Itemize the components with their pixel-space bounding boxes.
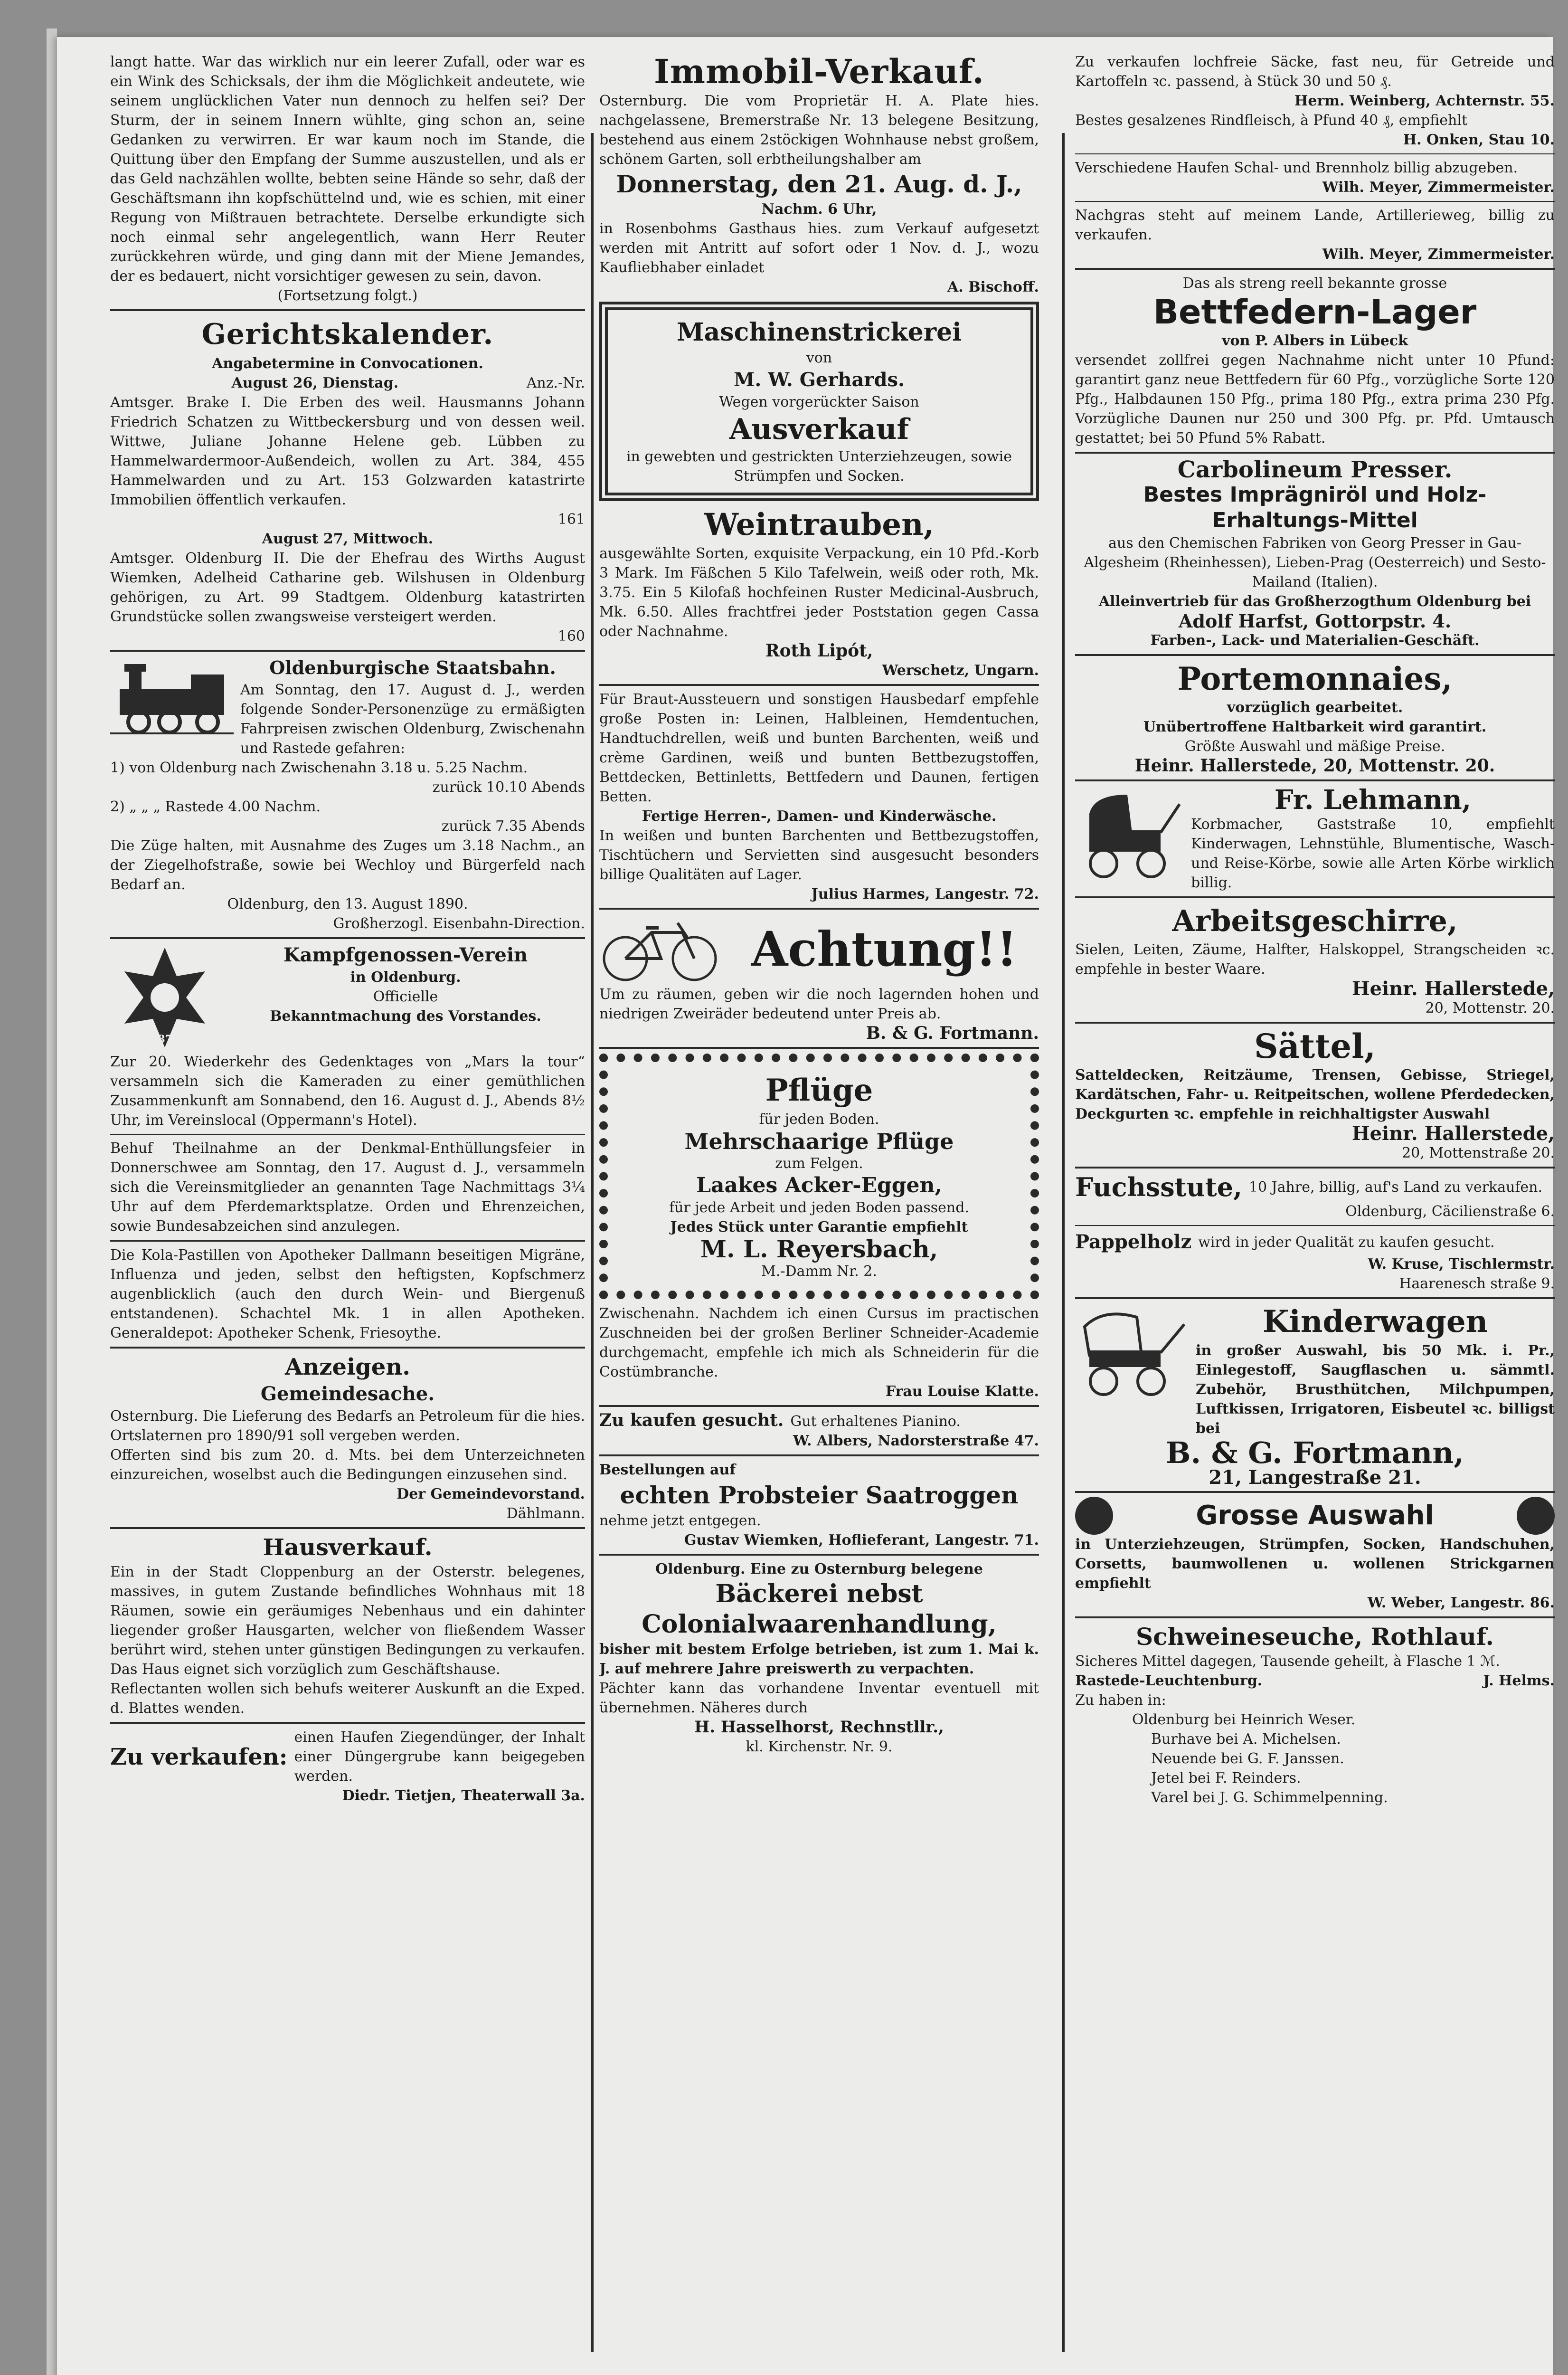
baeckerei-address: kl. Kirchenstr. Nr. 9.	[746, 1738, 893, 1755]
masch-title: Maschinenstrickerei	[677, 318, 962, 347]
pfluege-box	[599, 1054, 1039, 1299]
zu-verkaufen-text: einen Haufen Ziegendünger, der Inhalt einer Düngergrube kann beigegeben werden.	[294, 1729, 585, 1785]
rind-signature: H. Onken, Stau 10.	[1403, 132, 1555, 148]
kinderwagen-signature: B. & G. Fortmann,	[1166, 1435, 1464, 1470]
bahn-route-1: 1) von Oldenburg nach Zwischenahn 3.18 u. 5.25 Nachm.	[110, 760, 528, 776]
aug26-heading: August 26, Dienstag.	[231, 375, 399, 391]
kampf-title: Kampfgenossen-Verein	[283, 944, 528, 966]
kampf-subtitle-2: Officielle	[373, 988, 438, 1005]
braut-text-2: In weißen und bunten Barchenten und Bettbezugstoffen, Tischtüchern und Servietten sind ausgesucht besonders billige Qualitäten auf Lager.	[599, 827, 1039, 883]
immobil-text-2: in Rosenbohms Gasthaus hies. zum Verkauf aufgesetzt werden mit Antritt auf sofort oder 1 Nov. d. J., wozu Kaufliebhaber einladet	[599, 220, 1039, 276]
rind-text: Bestes gesalzenes Rindfleisch, à Pfund 40 ₰, empfiehlt	[1075, 112, 1468, 129]
locomotive-illustration	[110, 656, 234, 736]
page-edge	[47, 28, 57, 2375]
pram-illustration	[1075, 785, 1184, 880]
carbolineum-title: Carbolineum Presser.	[1177, 456, 1453, 483]
round-ornament-right	[1517, 1497, 1555, 1535]
schweineseuche-place: Rastede-Leuchtenburg.	[1075, 1672, 1263, 1689]
pfluege-address: M.-Damm Nr. 2.	[761, 1263, 877, 1280]
aug27-heading: August 27, Mittwoch.	[262, 531, 434, 547]
anzeigen-heading: Anzeigen.	[285, 1354, 410, 1380]
schweineseuche-signature: J. Helms.	[1483, 1672, 1555, 1689]
baeckerei-text: bisher mit bestem Erfolge betrieben, ist zum 1. Mai k. J. auf mehrere Jahre preiswerth zu verpachten.	[599, 1641, 1039, 1677]
baeckerei-title: Bäckerei nebst	[715, 1579, 923, 1608]
schal-text: Verschiedene Haufen Schal- und Brennholz billig abzugeben.	[1075, 160, 1518, 176]
bett-heading: Das als streng reell bekannte grosse	[1182, 275, 1447, 292]
baeckerei-text-2: Pächter kann das vorhandene Inventar eventuell mit übernehmen. Näheres durch	[599, 1680, 1039, 1716]
immobil-signature: A. Bischoff.	[947, 279, 1039, 295]
masch-ausverkauf: Ausverkauf	[729, 413, 909, 446]
saettel-address: 20, Mottenstraße 20.	[1402, 1145, 1555, 1161]
bahn-route-2-return: zurück 7.35 Abends	[441, 818, 585, 835]
pfluege-zum: zum Felgen.	[775, 1155, 863, 1172]
left-column	[110, 52, 585, 2362]
aug26-text: Amtsger. Brake I. Die Erben des weil. Hausmanns Johann Friedrich Schatzen zu Wittbeckersburg und von dessen weil. Wittwe, Juliane Johanne Helene geb. Lübben zu Hammelwardermoor-Außendeich, wollen zu Art. 384, 455 Hammelwarden und zu Art. 153 Golzwarden katastrirte Immobilien öffentlich verkaufen.	[110, 394, 585, 508]
portemonnaies-signature: Heinr. Hallerstede, 20, Mottenstr. 20.	[1134, 756, 1495, 776]
kampf-text: Zur 20. Wiederkehr des Gedenktages von „Mars la tour“ versammeln sich die Kameraden zu einer gemüthlichen Zusammenkunft am Sonnabend, den 16. August d. J., Abends 8½ Uhr, im Vereinslocal (Oppermann's Hotel).	[110, 1054, 585, 1129]
schweineseuche-location-5: Varel bei J. G. Schimmelpenning.	[1151, 1789, 1388, 1806]
kaufen-text: Gut erhaltenes Pianino.	[790, 1413, 961, 1430]
bestellungen-title: echten Probsteier Saatroggen	[620, 1481, 1019, 1509]
saettel-signature: Heinr. Hallerstede,	[1351, 1122, 1555, 1145]
arbeitsgeschirre-text: Sielen, Leiten, Zäume, Halfter, Halskoppel, Strangscheiden ꝛc. empfehle in bester Waare.	[1075, 941, 1555, 978]
bett-text: versendet zollfrei gegen Nachnahme nicht unter 10 Pfund: garantirt ganz neue Bettfedern für 60 Pfg., vorzügliche Sorte 120 Pfg., Halbdaunen 150 Pfg., prima 180 Pfg., extra prima 230 Pfg. Vorzügliche Daunen nur 250 und 300 Pfg. pr. Pfd. Umtausch gestattet; bei 50 Pfund 5% Rabatt.	[1075, 352, 1555, 446]
immobil-title: Immobil-Verkauf.	[654, 52, 984, 91]
fuchsstute-text: 10 Jahre, billig, auf's Land zu verkaufen.	[1248, 1178, 1543, 1196]
bahn-route-1-return: zurück 10.10 Abends	[432, 779, 585, 796]
pfluege-signature: M. L. Reyersbach,	[700, 1235, 938, 1263]
gemeinde-signature: Der Gemeindevorstand.	[397, 1486, 585, 1502]
kola-ad: Die Kola-Pastillen von Apotheker Dallmann beseitigen Migräne, Influenza und jeden, selbst den heftigsten, Kopfschmerz augenblicklich (auch den durch Wein- und Biergenuß entstandenen). Schachtel Mk. 1 in allen Apotheken. Generaldepot: Apotheker Schenk, Friesoythe.	[110, 1247, 585, 1341]
masch-name: M. W. Gerhards.	[734, 369, 905, 391]
lehmann-text: Korbmacher, Gaststraße 10, empfiehlt Kinderwagen, Lehnstühle, Blumentische, Wasch- und Reise-Körbe, sowie alle Arten Körbe wirklich billig.	[1191, 816, 1555, 891]
saettel-text: Satteldecken, Reitzäume, Trensen, Gebisse, Striegel, Kardätschen, Fahr- u. Reitpeitschen, wollene Pferdedecken, Deckgurten ꝛc. empfehle in reichhaltigster Auswahl	[1075, 1067, 1555, 1122]
portemonnaies-subtitle: vorzüglich gearbeitet.	[1227, 699, 1403, 716]
schweineseuche-location-1: Oldenburg bei Heinrich Weser.	[1132, 1711, 1356, 1728]
bestellungen-heading: Bestellungen auf	[599, 1462, 736, 1478]
hausverkauf-text: Ein in der Stadt Cloppenburg an der Osterstr. belegenes, massives, in gutem Zustande befindliches Wohnhaus mit 18 Räumen, sowie ein geräumiges Nebenhaus und ein dahinter liegender großer Hausgarten, welcher von fließendem Wasser berührt wird, stehen unter günstigen Bedingungen zu verkaufen. Das Haus eignet sich vorzüglich zum Geschäftshause.	[110, 1564, 585, 1678]
weintrauben-title: Weintrauben,	[704, 507, 934, 542]
nachgras-signature: Wilh. Meyer, Zimmermeister.	[1322, 246, 1555, 263]
grosse-auswahl-text: in Unterziehzeugen, Strümpfen, Socken, Handschuhen, Corsetts, baumwollenen u. wollenen Strickgarnen empfiehlt	[1075, 1536, 1555, 1592]
carbolineum-text: aus den Chemischen Fabriken von Georg Presser in Gau-Algesheim (Rheinhessen), Lieben-Prag (Oesterreich) und Sesto-Mailand (Italien).	[1084, 535, 1546, 590]
baeckerei-heading: Oldenburg. Eine zu Osternburg belegene	[655, 1561, 983, 1577]
arbeitsgeschirre-title: Arbeitsgeschirre,	[1172, 903, 1458, 938]
kampf-text-2: Behuf Theilnahme an der Denkmal-Enthüllungsfeier in Donnerschwee am Sonntag, den 17. August d. J., versammeln sich die Vereinsmitglieder an genannten Tage Nachmittags 3¼ Uhr auf dem Pferdemarktsplatze. Orden und Ehrenzeichen, sowie Bundesabzeichen sind anzulegen.	[110, 1140, 585, 1235]
story-text: langt hatte. War das wirklich nur ein leerer Zufall, oder war es ein Wink des Schicksals, der ihm die Möglichkeit andeutete, wie seinem unglücklichen Vater nun dennoch zu helfen sei? Der Sturm, der in seinem Innern wühlte, ging schon an, seine Gedanken zu verwirren. Er war kaum noch im Stande, die Quittung über den Empfang der Summe auszustellen, und als er das Geld nachzählen wollte, bebten seine Hände so sehr, daß der Geschäftsmann ihn kopfschüttelnd und, wie es schien, mit einer Regung von Mißtrauen betrachtete. Derselbe erkundigte sich noch einmal sehr angelegentlich, wann Herr Reuter zurückkehren würde, und ging dann mit der Miene Jemandes, der es bedauert, nicht vorsichtiger gewesen zu sein, davon.	[110, 54, 585, 285]
carbolineum-shop: Farben-, Lack- und Materialien-Geschäft.	[1150, 632, 1480, 649]
pfluege-title: Pflüge	[765, 1073, 873, 1108]
emblem-year: 1870	[151, 1033, 180, 1045]
braut-signature: Julius Harmes, Langestr. 72.	[811, 886, 1039, 902]
anz-nr-label: Anz.-Nr.	[526, 375, 585, 391]
hausverkauf-title: Hausverkauf.	[263, 1534, 433, 1561]
portemonnaies-title: Portemonnaies,	[1177, 660, 1453, 697]
zu-verkaufen-signature: Diedr. Tietjen, Theaterwall 3a.	[342, 1787, 585, 1804]
gemeinde-title: Gemeindesache.	[260, 1383, 435, 1405]
gericht-subtitle: Angabetermine in Convocationen.	[212, 355, 483, 372]
bahn-date: Oldenburg, den 13. August 1890.	[227, 896, 468, 912]
grosse-auswahl-signature: W. Weber, Langestr. 86.	[1367, 1595, 1555, 1611]
weintrauben-text: ausgewählte Sorten, exquisite Verpackung, ein 10 Pfd.-Korb 3 Mark. Im Fäßchen 5 Kilo Tafelwein, weiß oder roth, Mk. 3.75. Ein 5 Kilofaß hochfeinen Ruster Medicinal-Ausbruch, Mk. 6.50. Alles frachtfrei jeder Poststation gegen Cassa oder Nachnahme.	[599, 545, 1039, 640]
arbeitsgeschirre-address: 20, Mottenstr. 20.	[1425, 1000, 1555, 1016]
bett-title: Bettfedern-Lager	[1153, 293, 1477, 332]
kaufen-signature: W. Albers, Nadorsterstraße 47.	[793, 1433, 1039, 1449]
masch-text: in gewebten und gestrickten Unterziehzeugen, sowie Strümpfen und Socken.	[626, 448, 1012, 484]
bicycle-illustration	[599, 913, 723, 985]
column-rule-right	[1062, 133, 1065, 2352]
kinderwagen-title: Kinderwagen	[1262, 1304, 1488, 1340]
carbolineum-signature: Adolf Harfst, Gottorpstr. 4.	[1178, 610, 1452, 632]
bahn-signature: Großherzogl. Eisenbahn-Direction.	[333, 915, 585, 932]
nachgras-text: Nachgras steht auf meinem Lande, Artillerieweg, billig zu verkaufen.	[1075, 207, 1555, 243]
kinderwagen-text: in großer Auswahl, bis 50 Mk. i. Pr., Einlegestoff, Saugflaschen u. sämmtl. Zubehör, Brusthütchen, Milchpumpen, Luftkissen, Irrigatoren, Eisbeutel ꝛc. billigst bei	[1196, 1342, 1555, 1437]
schweineseuche-title: Schweineseuche, Rothlauf.	[1136, 1623, 1494, 1651]
masch-subtitle: Wegen vorgerückter Saison	[719, 394, 919, 410]
middle-column	[599, 52, 1039, 2362]
bestellungen-subtitle: nehme jetzt entgegen.	[599, 1512, 761, 1529]
pfluege-subtitle: für jeden Boden.	[759, 1111, 879, 1128]
bahn-title: Oldenburgische Staatsbahn.	[269, 657, 556, 678]
kinderwagen-address: 21, Langestraße 21.	[1209, 1466, 1421, 1489]
achtung-signature: B. & G. Fortmann.	[866, 1023, 1039, 1043]
gemeinde-text: Osternburg. Die Lieferung des Bedarfs an Petroleum für die hies. Ortslaternen pro 1890/91 soll vergeben werden.	[110, 1408, 585, 1444]
schweineseuche-location-4: Jetel bei F. Reinders.	[1151, 1770, 1301, 1786]
immobil-date: Donnerstag, den 21. Aug. d. J.,	[616, 170, 1022, 198]
pfluege-laakes: Laakes Acker-Eggen,	[696, 1173, 942, 1197]
fuchsstute-title: Fuchsstute,	[1075, 1172, 1242, 1202]
round-ornament-left	[1075, 1497, 1113, 1535]
pappelholz-address: Haarenesch straße 9.	[1399, 1275, 1555, 1292]
column-rule-left	[591, 133, 594, 2352]
braut-text: Für Braut-Aussteuern und sonstigen Hausbedarf empfehle große Posten in: Leinen, Halbleinen, Hemdentuchen, Handtuchdrellen, weiß und bunten Barchenten, weiß und crème Gardinen, weiß und bunten Bettbezugstoffen, Bettdecken, Bettinletts, Bettfedern und Daunen, fertigen Betten.	[599, 691, 1039, 805]
pappelholz-text: wird in jeder Qualität zu kaufen gesucht.	[1198, 1234, 1495, 1251]
aug26-number: 161	[557, 511, 585, 528]
baeckerei-title-2: Colonialwaarenhandlung,	[642, 1610, 997, 1639]
gemeinde-text-2: Offerten sind bis zum 20. d. Mts. bei dem Unterzeichneten einzureichen, woselbst auch die Bedingungen einzusehen sind.	[110, 1447, 585, 1483]
pappelholz-signature: W. Kruse, Tischlermstr.	[1368, 1256, 1555, 1273]
schweineseuche-location-3: Neuende bei G. F. Janssen.	[1151, 1750, 1344, 1767]
gemeinde-name: Dählmann.	[506, 1505, 585, 1522]
hausverkauf-text-2: Reflectanten wollen sich behufs weiterer Auskunft an die Exped. d. Blattes wenden.	[110, 1681, 585, 1717]
braut-bold: Fertige Herren-, Damen- und Kinderwäsche.	[642, 808, 997, 825]
gericht-title: Gerichtskalender.	[201, 318, 494, 351]
iron-cross-emblem	[110, 943, 219, 1052]
baeckerei-signature: H. Hasselhorst, Rechnstllr.,	[694, 1718, 944, 1737]
kampf-subtitle: in Oldenburg.	[350, 969, 461, 986]
bahn-route-2: 2) „ „ „ Rastede 4.00 Nachm.	[110, 798, 321, 815]
maschinenstrickerei-box	[599, 302, 1039, 501]
carbolineum-allein: Alleinvertrieb für das Großherzogthum Oldenburg bei	[1098, 593, 1531, 610]
weintrauben-place: Werschetz, Ungarn.	[882, 662, 1039, 679]
schweineseuche-location-2: Burhave bei A. Michelsen.	[1151, 1731, 1341, 1748]
bestellungen-signature: Gustav Wiemken, Hoflieferant, Langestr. 71.	[684, 1532, 1039, 1548]
schweineseuche-text: Sicheres Mittel dagegen, Tausende geheilt, à Flasche 1 ℳ.	[1075, 1653, 1500, 1670]
saecke-text: Zu verkaufen lochfreie Säcke, fast neu, für Getreide und Kartoffeln ꝛc. passend, à Stück 30 und 50 ₰.	[1075, 54, 1555, 90]
achtung-text: Um zu räumen, geben wir die noch lagernden hohen und niedrigen Zweiräder bedeutend unter Preis ab.	[599, 986, 1039, 1022]
lehmann-title: Fr. Lehmann,	[1274, 784, 1472, 816]
saecke-signature: Herm. Weinberg, Achternstr. 55.	[1294, 93, 1555, 109]
bahn-text: Am Sonntag, den 17. August d. J., werden folgende Sonder-Personenzüge zu ermäßigten Fahrpreisen zwischen Oldenburg, Zwischenahn und Rastede gefahren:	[240, 682, 585, 757]
grosse-auswahl-title: Grosse Auswahl	[1196, 1500, 1434, 1531]
pfluege-mehrschaarige: Mehrschaarige Pflüge	[684, 1129, 954, 1154]
zu-verkaufen-title: Zu verkaufen:	[110, 1743, 288, 1770]
kaufen-title: Zu kaufen gesucht.	[599, 1410, 784, 1430]
zwischenahn-signature: Frau Louise Klatte.	[885, 1383, 1039, 1400]
arbeitsgeschirre-signature: Heinr. Hallerstede,	[1351, 978, 1555, 1000]
aug27-number: 160	[557, 628, 585, 645]
story-continued: (Fortsetzung folgt.)	[277, 287, 418, 304]
portemonnaies-text-2: Größte Auswahl und mäßige Preise.	[1184, 738, 1445, 755]
kampf-subtitle-3: Bekanntmachung des Vorstandes.	[270, 1008, 541, 1025]
fuchsstute-address: Oldenburg, Cäcilienstraße 6.	[1345, 1203, 1555, 1220]
masch-von: von	[806, 350, 832, 366]
immobil-time: Nachm. 6 Uhr,	[761, 201, 877, 218]
carbolineum-subtitle: Bestes Imprägniröl und Holz-Erhaltungs-Mittel	[1143, 483, 1487, 532]
schweineseuche-haben: Zu haben in:	[1075, 1692, 1166, 1709]
zwischenahn-text: Zwischenahn. Nachdem ich einen Cursus im practischen Zuschneiden bei der großen Berliner Schneider-Academie durchgemacht, empfehle ich mich als Schneiderin für die Costümbranche.	[599, 1305, 1039, 1380]
kinderwagen-illustration	[1075, 1303, 1189, 1398]
pappelholz-title: Pappelholz	[1075, 1231, 1192, 1253]
immobil-text: Osternburg. Die vom Proprietär H. A. Plate hies. nachgelassene, Bremerstraße Nr. 13 belegene Besitzung, bestehend aus einem 2stöckigen Wohnhause nebst großem, schönem Garten, soll erbtheilungshalber am	[599, 93, 1039, 168]
pfluege-garantie: Jedes Stück unter Garantie empfiehlt	[670, 1219, 968, 1235]
portemonnaies-text: Unübertroffene Haltbarkeit wird garantirt.	[1143, 719, 1487, 735]
achtung-title: Achtung!!	[751, 921, 1018, 977]
pfluege-text: für jede Arbeit und jeden Boden passend.	[669, 1199, 969, 1216]
bett-von: von P. Albers in Lübeck	[1222, 332, 1408, 349]
schal-signature: Wilh. Meyer, Zimmermeister.	[1322, 179, 1555, 196]
aug27-text: Amtsger. Oldenburg II. Die der Ehefrau des Wirths August Wiemken, Adelheid Catharine geb. Wilshusen in Oldenburg gehörigen, zu Art. 99 Stadtgem. Oldenburg katastrirten Grundstücke sollen zwangsweise versteigert werden.	[110, 550, 585, 625]
weintrauben-signature: Roth Lipót,	[765, 641, 873, 661]
right-column	[1075, 52, 1555, 2362]
bahn-note: Die Züge halten, mit Ausnahme des Zuges um 3.18 Nachm., an der Ziegelhofstraße, sowie bei Wechloy und Bürgerfeld nach Bedarf an.	[110, 837, 585, 893]
saettel-title: Sättel,	[1254, 1026, 1376, 1066]
